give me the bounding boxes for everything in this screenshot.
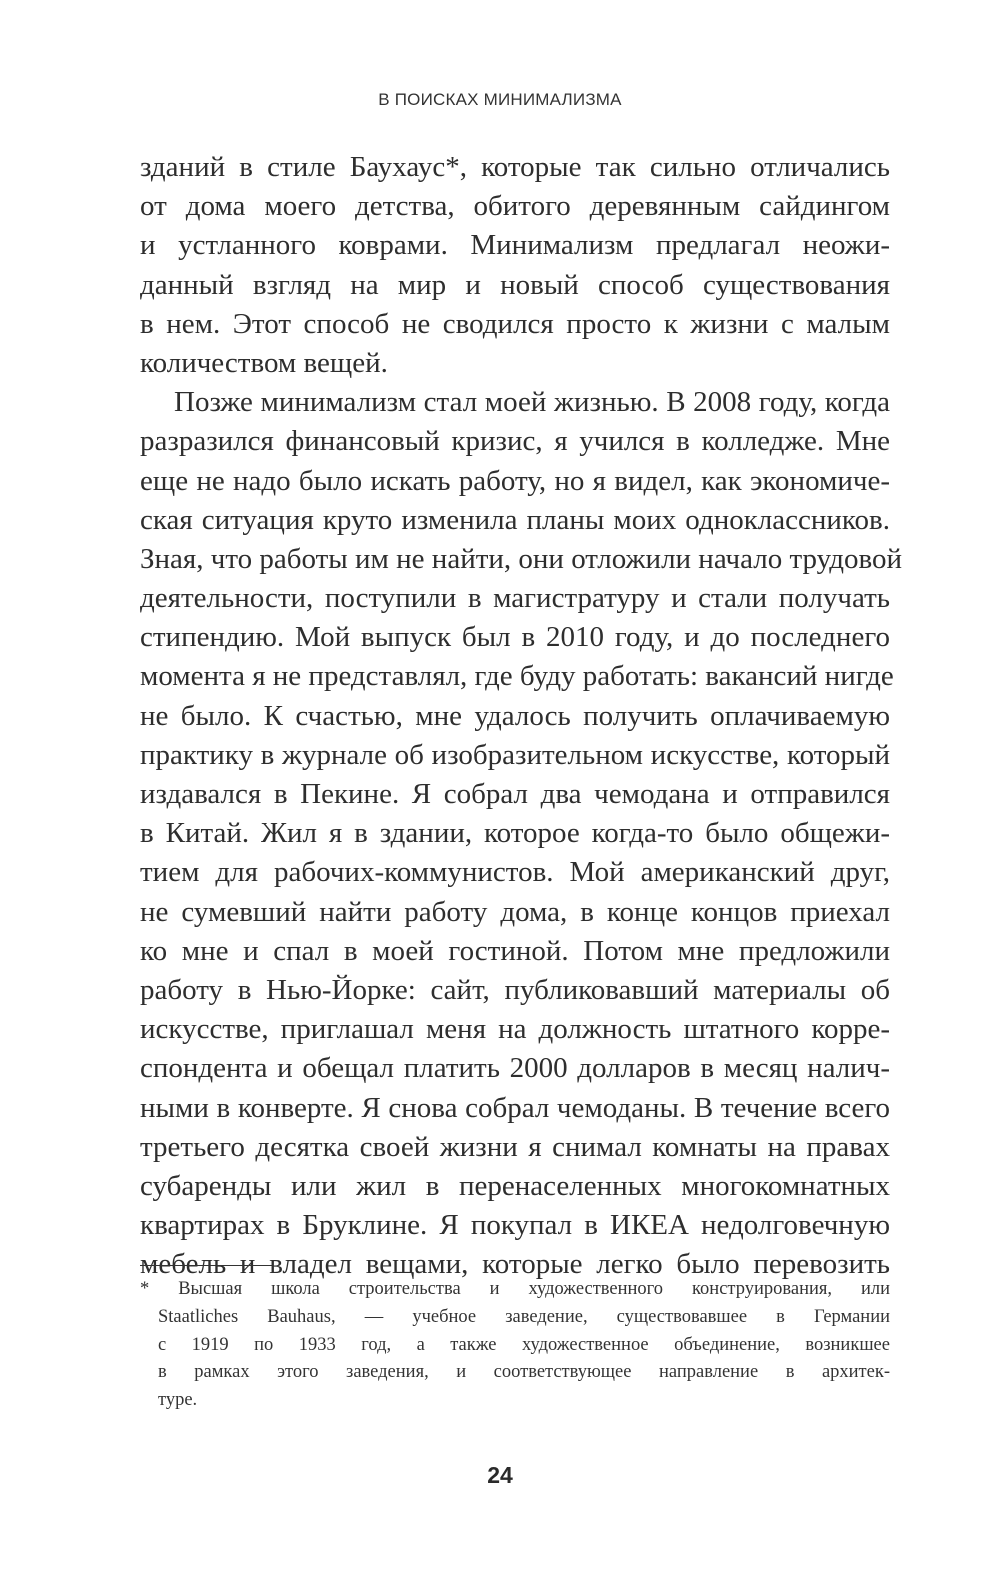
text-line: ко мне и спал в моей гостиной. Потом мне предложили [140, 934, 890, 967]
text-line: издавался в Пекине. Я собрал два чемодана и отправился [140, 778, 890, 810]
footnote-line: с 1919 по 1933 год, а также художественное объединение, возникшее [158, 1334, 890, 1355]
text-line: количеством вещей. [140, 346, 388, 379]
footnote-line: в рамках этого заведения, и соответствующее направление в архитек- [158, 1362, 890, 1383]
footnote-line: Staatliches Bauhaus, — учебное заведение, существовавшее в Германии [158, 1306, 890, 1327]
text-line: деятельности, поступили в магистратуру и стали получать [140, 582, 890, 615]
text-line: разразился финансовый кризис, я учился в колледже. Мне [140, 425, 890, 458]
text-line: практику в журнале об изобразительном искусстве, который [140, 738, 890, 771]
running-head: В ПОИСКАХ МИНИМАЛИЗМА [378, 90, 622, 109]
text-line: от дома моего детства, обитого деревянным сайдингом [140, 190, 890, 223]
text-line: в нем. Этот способ не сводился просто к жизни с малым [140, 307, 890, 340]
text-line: не было. К счастью, мне удалось получить оплачиваемую [140, 699, 890, 732]
text-line: квартирах в Бруклине. Я покупал в ИКЕА недолговечную [140, 1209, 890, 1242]
text-line: искусстве, приглашал меня на должность штатного корре- [140, 1013, 890, 1046]
text-line: не сумевший найти работу дома, в конце концов приехал [140, 895, 890, 928]
text-line: зданий в стиле Баухаус*, которые так сильно отличались [140, 151, 890, 183]
footnote [140, 1276, 890, 1415]
text-line: Позже минимализм стал моей жизнью. В 2008 году, когда [174, 386, 890, 419]
footnote-line: * Высшая школа строительства и художественного конструирования, или [140, 1279, 890, 1299]
page-number: 24 [487, 1462, 513, 1488]
text-line: мебель и владел вещами, которые легко было перевозить [140, 1248, 890, 1281]
footnote-divider [140, 1265, 273, 1266]
text-line: в Китай. Жил я в здании, которое когда-то было общежи- [140, 817, 890, 850]
footnote-line: туре. [158, 1390, 198, 1411]
text-line: момента я не представлял, где буду работать: вакансий нигде [140, 660, 894, 693]
text-line: еще не надо было искать работу, но я видел, как экономиче- [140, 464, 890, 497]
text-line: работу в Нью-Йорке: сайт, публиковавший материалы об [140, 973, 890, 1006]
body-text [140, 148, 903, 1284]
text-line: данный взгляд на мир и новый способ существования [140, 268, 890, 301]
text-line: ская ситуация круто изменила планы моих одноклассников. [140, 503, 890, 536]
text-line: третьего десятка своей жизни я снимал комнаты на правах [140, 1130, 890, 1163]
text-line: тием для рабочих-коммунистов. Мой американский друг, [140, 856, 890, 889]
text-line: ными в конверте. Я снова собрал чемоданы. В течение всего [140, 1091, 890, 1124]
text-line: и устланного коврами. Минимализм предлагал неожи- [140, 229, 890, 262]
text-line: Зная, что работы им не найти, они отложили начало трудовой [140, 542, 903, 575]
text-line: стипендию. Мой выпуск был в 2010 году, и до последнего [140, 621, 890, 654]
text-line: спондента и обещал платить 2000 долларов в месяц налич- [140, 1052, 890, 1085]
text-line: субаренды или жил в перенаселенных многокомнатных [140, 1169, 890, 1202]
